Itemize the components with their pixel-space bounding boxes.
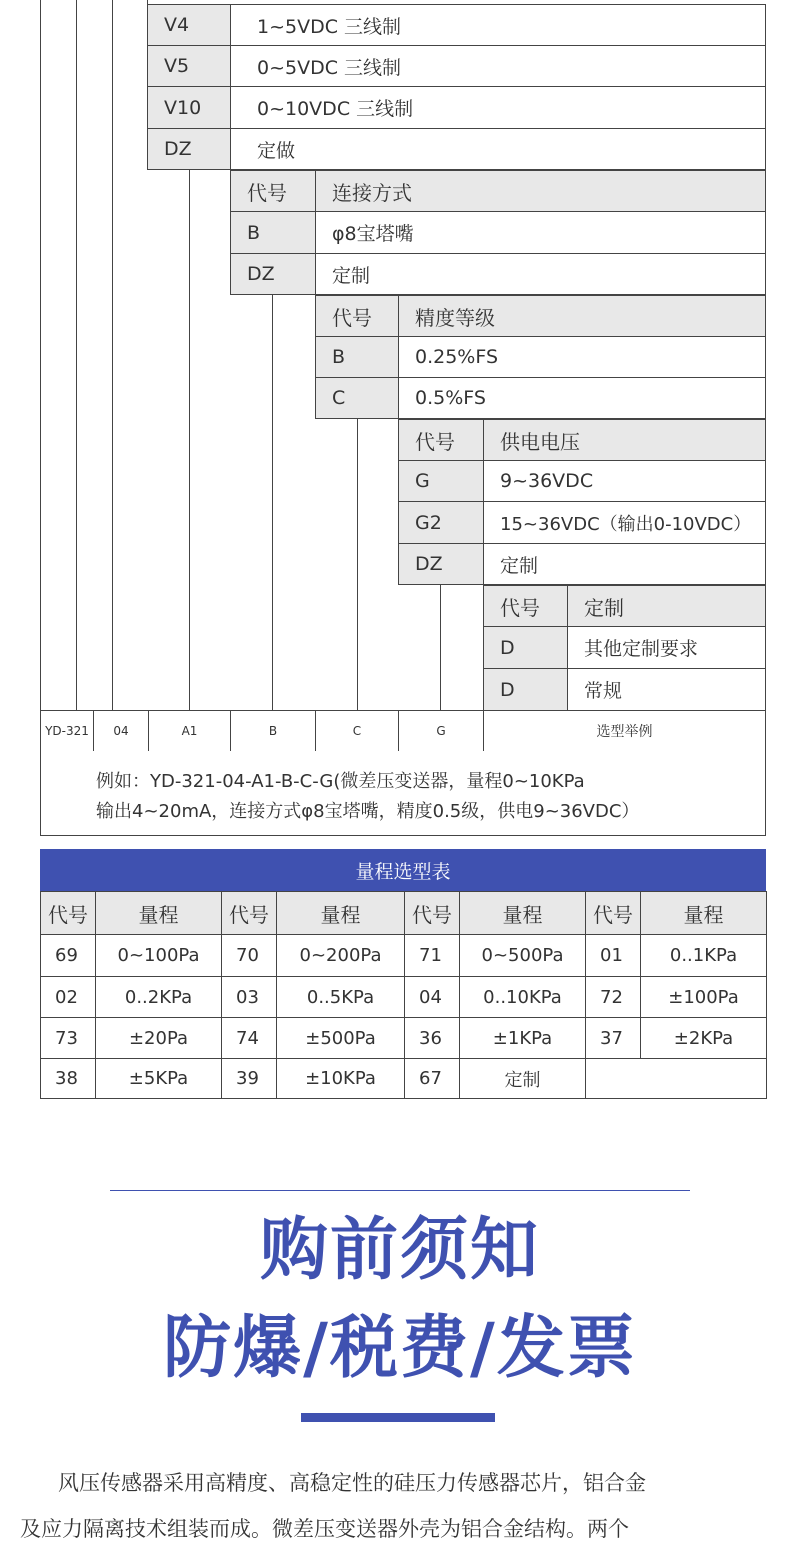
range-value: ±1KPa [459, 1017, 586, 1059]
custom-desc: 其他定制要求 [567, 626, 766, 669]
range-code: 74 [221, 1017, 277, 1059]
range-value: 0..5KPa [276, 976, 405, 1018]
range-value: ±2KPa [640, 1017, 767, 1059]
range-value: 0..1KPa [640, 934, 767, 977]
range-code: 37 [585, 1017, 641, 1059]
accuracy-code: C [315, 377, 399, 419]
range-value: ±10KPa [276, 1058, 405, 1099]
connector-line [440, 585, 441, 710]
range-code: 38 [40, 1058, 96, 1099]
connector-line [76, 0, 77, 710]
range-code: 69 [40, 934, 96, 977]
connection-desc: φ8宝塔嘴 [315, 211, 766, 254]
range-code: 72 [585, 976, 641, 1018]
range-code: 71 [404, 934, 460, 977]
power-code: G2 [398, 501, 484, 544]
range-value: 0..2KPa [95, 976, 222, 1018]
range-header-code: 代号 [40, 891, 96, 935]
connection-header-label: 连接方式 [315, 170, 766, 212]
range-value: 0~200Pa [276, 934, 405, 977]
power-code: G [398, 460, 484, 502]
connection-header-code: 代号 [230, 170, 316, 212]
example-text-line-1: 例如：YD-321-04-A1-B-C-G(微差压变送器，量程0~10KPa [96, 771, 585, 792]
notice-title: 购前须知 [259, 1211, 540, 1290]
range-code: 67 [404, 1058, 460, 1099]
custom-desc: 常规 [567, 668, 766, 711]
connector-line [189, 170, 190, 710]
description-text: 及应力隔离技术组装而成。微差压变送器外壳为铝合金结构。两个 [20, 1517, 629, 1541]
range-header-code: 代号 [404, 891, 460, 935]
custom-code: D [483, 668, 568, 711]
range-header-range: 量程 [640, 891, 767, 935]
power-desc: 9~36VDC [483, 460, 766, 502]
example-cell: 04 [93, 710, 149, 752]
range-code: 70 [221, 934, 277, 977]
range-value: ±500Pa [276, 1017, 405, 1059]
output-code: V4 [147, 4, 231, 46]
power-desc: 15~36VDC（输出0-10VDC） [483, 501, 766, 544]
accuracy-header-label: 精度等级 [398, 295, 766, 337]
output-desc: 1~5VDC 三线制 [230, 4, 766, 46]
example-cell: YD-321 [40, 710, 94, 752]
range-code: 02 [40, 976, 96, 1018]
connection-code: DZ [230, 253, 316, 295]
range-code: 36 [404, 1017, 460, 1059]
range-value: 0~100Pa [95, 934, 222, 977]
output-code: V10 [147, 86, 231, 129]
accent-bar [301, 1413, 495, 1422]
range-value: 0..10KPa [459, 976, 586, 1018]
range-table-title: 量程选型表 [40, 849, 766, 892]
accuracy-header-code: 代号 [315, 295, 399, 337]
connector-line [112, 0, 113, 710]
example-description-box [40, 751, 766, 836]
description-line-2 [0, 1512, 800, 1547]
description-text: 风压传感器采用高精度、高稳定性的硅压力传感器芯片，铝合金 [58, 1471, 646, 1495]
example-cell: A1 [148, 710, 231, 752]
custom-code: D [483, 626, 568, 669]
custom-header-label: 定制 [567, 585, 766, 627]
range-header-code: 代号 [585, 891, 641, 935]
range-value: ±20Pa [95, 1017, 222, 1059]
output-desc: 定做 [230, 128, 766, 170]
range-code: 04 [404, 976, 460, 1018]
range-header-range: 量程 [276, 891, 405, 935]
example-text-line-2: 输出4~20mA，连接方式φ8宝塔嘴，精度0.5级，供电9~36VDC） [96, 801, 640, 822]
example-cell: G [398, 710, 484, 752]
connector-line [357, 419, 358, 710]
range-value: ±5KPa [95, 1058, 222, 1099]
custom-header-code: 代号 [483, 585, 568, 627]
range-code: 73 [40, 1017, 96, 1059]
output-code: V5 [147, 45, 231, 87]
connection-code: B [230, 211, 316, 254]
range-value: 定制 [459, 1058, 586, 1099]
accuracy-code: B [315, 336, 399, 378]
accuracy-desc: 0.25%FS [398, 336, 766, 378]
example-label: 选型举例 [483, 710, 766, 752]
example-cell: C [315, 710, 399, 752]
output-desc: 0~10VDC 三线制 [230, 86, 766, 129]
range-value: ±100Pa [640, 976, 767, 1018]
description-line-1 [0, 1466, 800, 1501]
output-code: DZ [147, 128, 231, 170]
range-empty-cell [585, 1058, 767, 1099]
power-header-label: 供电电压 [483, 419, 766, 461]
range-code: 39 [221, 1058, 277, 1099]
range-header-code: 代号 [221, 891, 277, 935]
example-cell: B [230, 710, 316, 752]
range-code: 03 [221, 976, 277, 1018]
connector-line [40, 0, 41, 751]
notice-subtitle: 防爆/税费/发票 [163, 1309, 637, 1388]
accuracy-desc: 0.5%FS [398, 377, 766, 419]
range-code: 01 [585, 934, 641, 977]
connection-desc: 定制 [315, 253, 766, 295]
output-desc: 0~5VDC 三线制 [230, 45, 766, 87]
power-code: DZ [398, 543, 484, 585]
range-value: 0~500Pa [459, 934, 586, 977]
range-header-range: 量程 [95, 891, 222, 935]
connector-line [272, 295, 273, 710]
power-header-code: 代号 [398, 419, 484, 461]
divider-line [110, 1190, 690, 1191]
power-desc: 定制 [483, 543, 766, 585]
range-header-range: 量程 [459, 891, 586, 935]
